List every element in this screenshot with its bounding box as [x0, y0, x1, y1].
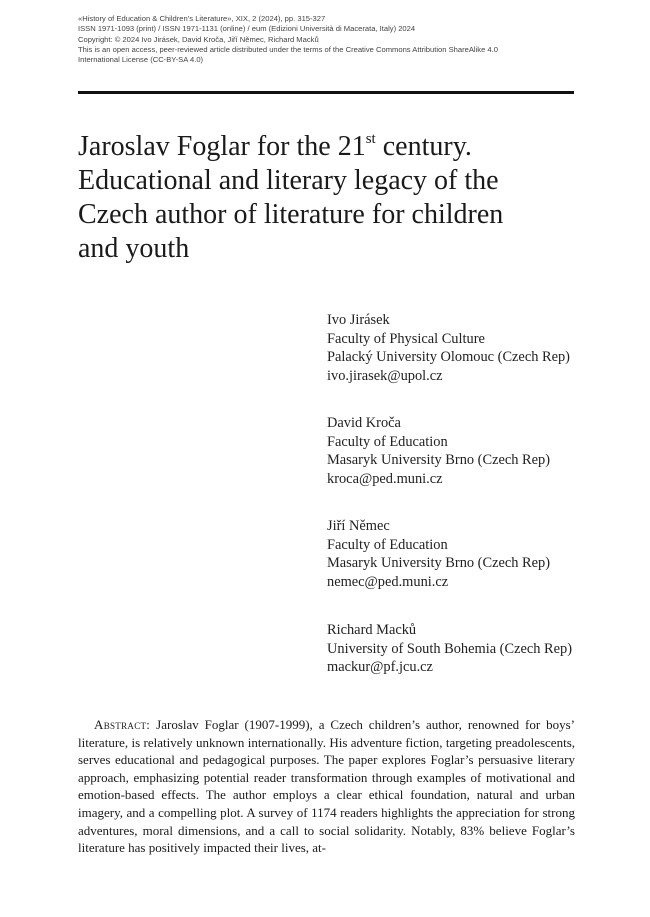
author-block [327, 311, 587, 385]
header-rule [78, 91, 574, 94]
author-university: Masaryk University Brno (Czech Rep) [327, 555, 550, 571]
abstract-text: Jaroslav Foglar (1907-1999), a Czech children’s author, renowned for boys’ literature, is relatively unknown internationally. His adventure fiction, targeting preadolescents, serves educational and pedagogical purposes. The paper explores Foglar’s persuasive literary approach, emphasizing potential reader transformation through examples of motivational and emotion-based effects. The author employs a clear ethical foundation, natural and urban imagery, and a compelling plot. A survey of 1174 readers highlights the appreciation for strong adventures, moral dimensions, and a call to social solidarity. Notably, 83% believe Foglar’s literature has positively impacted their lives, at- [78, 717, 576, 856]
title-line-4: and youth [78, 233, 190, 264]
header-line-license: This is an open access, peer-reviewed article distributed under the terms of the Creative Commons Attribution ShareAlike 4.0 [78, 44, 498, 54]
author-email[interactable]: ivo.jirasek@upol.cz [327, 367, 443, 384]
title-line-2: Educational and literary legacy of the [78, 165, 499, 196]
author-name: Jiří Němec [327, 518, 390, 534]
author-university: Masaryk University Brno (Czech Rep) [327, 452, 550, 468]
abstract-label: Abstract: [94, 717, 151, 732]
author-name: David Kroča [327, 415, 401, 431]
article-title [78, 130, 578, 266]
author-name: Richard Macků [327, 622, 417, 638]
author-faculty: Faculty of Education [327, 536, 448, 553]
title-line-1: Jaroslav Foglar for the 21st century. [78, 131, 472, 162]
header-line-issn: ISSN 1971-1093 (print) / ISSN 1971-1131 (online) / eum (Edizioni Università di Macerata, Italy) 2024 [78, 24, 416, 34]
header-line-copyright: Copyright: © 2024 Ivo Jirásek, David Kroča, Jiří Němec, Richard Macků [78, 34, 319, 44]
header-line-citation: «History of Education & Children’s Literature», XIX, 2 (2024), pp. 315-327 [78, 14, 326, 23]
author-university: University of South Bohemia (Czech Rep) [327, 640, 572, 657]
author-block [327, 414, 587, 488]
abstract [78, 716, 575, 857]
author-email[interactable]: kroca@ped.muni.cz [327, 470, 443, 487]
header-line-license-cont: International License (CC-BY-SA 4.0) [78, 55, 204, 65]
journal-header [78, 14, 578, 65]
author-faculty: Faculty of Physical Culture [327, 330, 485, 347]
author-block [327, 517, 587, 591]
author-faculty: Faculty of Education [327, 433, 448, 450]
author-name: Ivo Jirásek [327, 312, 390, 328]
author-block [327, 621, 587, 677]
author-email[interactable]: mackur@pf.jcu.cz [327, 659, 433, 675]
title-line-3: Czech author of literature for children [78, 199, 504, 230]
title-superscript: st [365, 131, 376, 147]
author-university: Palacký University Olomouc (Czech Rep) [327, 349, 570, 365]
author-email[interactable]: nemec@ped.muni.cz [327, 573, 449, 590]
